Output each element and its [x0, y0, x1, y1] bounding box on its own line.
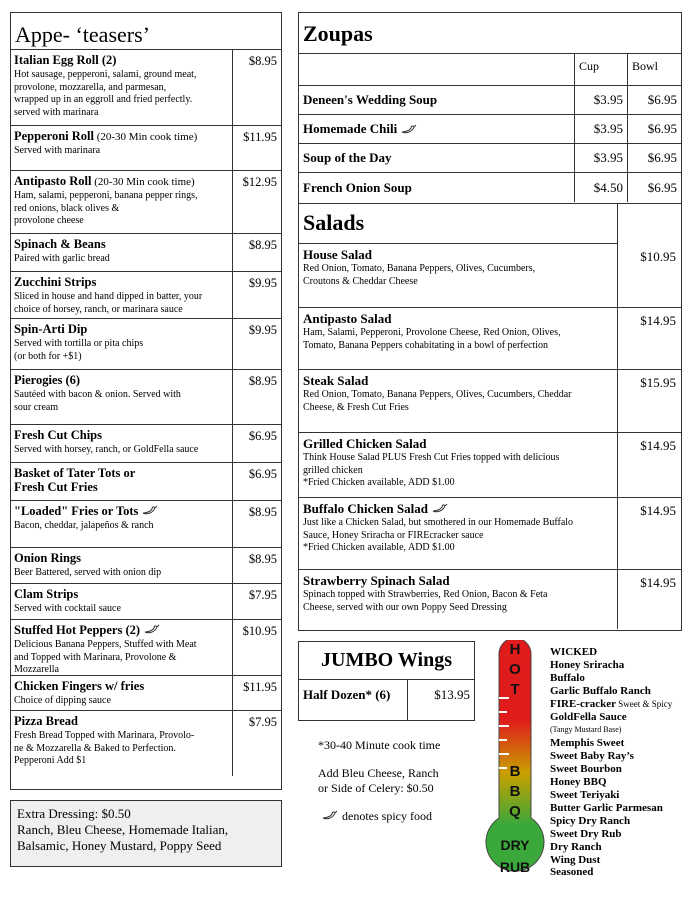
appetizer-item-desc: Beer Battered, served with onion dip — [14, 567, 162, 578]
wing-sauce-item — [550, 659, 672, 672]
wing-sauce-name: Honey Sriracha — [550, 658, 625, 671]
appetizer-name-text: Spinach & Beans — [14, 237, 106, 251]
extra-dressing-box — [10, 800, 282, 867]
soup-cup-price: $3.95 — [575, 86, 628, 114]
appetizers-list — [11, 50, 281, 776]
wing-sauce-name: Butter Garlic Parmesan — [550, 801, 663, 814]
wing-sauce-item — [550, 828, 672, 841]
salad-item-price: $15.95 — [640, 375, 676, 390]
appetizer-item-desc: Hot sausage, pepperoni, salami, ground meat, provolone, mozzarella, and parmesan, wrapped up in an eggroll and fried perfectly. served with marinara — [14, 69, 197, 118]
salad-item-name — [303, 437, 613, 451]
appetizer-item-price: $12.95 — [242, 175, 277, 189]
salad-item-info — [299, 308, 618, 369]
salad-name-text: Steak Salad — [303, 373, 369, 388]
wing-sauce-item — [550, 841, 672, 854]
appetizer-name-text: Clam Strips — [14, 587, 79, 601]
salad-name-text: House Salad — [303, 247, 372, 262]
extra-dressing-options-1: Ranch, Bleu Cheese, Homemade Italian, — [17, 822, 229, 837]
wing-sauce-item — [550, 750, 672, 763]
appetizer-item-info — [11, 501, 233, 547]
appetizer-item-price: $11.95 — [243, 130, 277, 144]
wing-sauce-name: Spicy Dry Ranch — [550, 814, 631, 827]
salads-list — [299, 244, 681, 629]
appetizer-item-info — [11, 50, 233, 125]
appetizer-item-price: $11.95 — [243, 680, 277, 694]
chili-pepper-icon — [400, 123, 418, 135]
appetizer-name-text: Chicken Fingers w/ fries — [14, 679, 145, 693]
chili-pepper-icon — [143, 623, 161, 635]
wing-sauce-note: Sweet & Spicy — [615, 698, 673, 709]
soup-item-name — [299, 144, 575, 172]
wings-cook-time-note: *30-40 Minute cook time — [318, 738, 441, 752]
soups-section — [298, 12, 682, 204]
bbq-letter: B — [509, 783, 521, 800]
soup-name-text: Deneen's Wedding Soup — [303, 92, 438, 107]
appetizer-item-desc: Served with horsey, ranch, or GoldFella sauce — [14, 444, 199, 455]
salad-item-info — [299, 570, 618, 629]
soup-item — [299, 86, 681, 115]
wing-sauce-name: Sweet Bourbon — [550, 763, 622, 776]
appetizer-item-desc: Choice of dipping sauce — [14, 695, 111, 706]
wing-sauce-item — [550, 646, 672, 659]
appetizer-item-info — [11, 370, 233, 424]
appetizer-item-desc: Served with marinara — [14, 145, 101, 156]
appetizer-item-info — [11, 463, 233, 500]
appetizer-item-name — [14, 587, 229, 602]
appetizer-item-name — [14, 322, 229, 337]
appetizer-item — [11, 272, 281, 319]
spicy-legend — [318, 809, 488, 824]
salad-item-price: $14.95 — [640, 575, 676, 590]
appetizer-item-info — [11, 711, 233, 776]
salads-section — [298, 204, 682, 631]
appetizer-item-desc: Ham, salami, pepperoni, banana pepper rings, red onions, black olives & provolone cheese — [14, 190, 198, 226]
soups-title: Zoupas — [299, 13, 681, 54]
appetizer-item-info — [11, 584, 233, 619]
appetizer-item-info — [11, 548, 233, 583]
appetizer-item-price: $8.95 — [248, 374, 277, 388]
hot-letter: H — [509, 641, 521, 658]
wing-sauce-name: Sweet Dry Rub — [550, 827, 622, 840]
appetizer-item — [11, 370, 281, 425]
wing-sauce-name: GoldFella Sauce — [550, 710, 627, 723]
wing-sauce-item — [550, 723, 672, 737]
salad-item-price: $10.95 — [640, 249, 676, 264]
soup-name-text: Soup of the Day — [303, 150, 392, 165]
salad-name-text: Grilled Chicken Salad — [303, 436, 427, 451]
salad-item-desc: Red Onion, Tomato, Banana Peppers, Olives, Cucumbers, Croutons & Cheddar Cheese — [303, 263, 536, 287]
wing-sauce-item — [550, 789, 672, 802]
appetizer-item — [11, 463, 281, 501]
wings-item-price: $13.95 — [434, 687, 470, 702]
salad-item-info — [299, 433, 618, 497]
appetizer-item-info — [11, 319, 233, 369]
wing-sauce-name: Seasoned — [550, 866, 594, 879]
salad-item-name — [303, 312, 613, 326]
appetizer-name-text: Pepperoni Roll — [14, 129, 94, 143]
wing-sauce-name: Wing Dust — [550, 853, 601, 866]
salad-item-info — [299, 370, 618, 432]
hot-letter: O — [509, 661, 521, 678]
appetizer-item-price: $9.95 — [248, 323, 277, 337]
appetizers-section — [10, 12, 282, 790]
appetizer-item-info — [11, 272, 233, 318]
wing-sauce-item — [550, 672, 672, 685]
salad-name-text: Buffalo Chicken Salad — [303, 501, 428, 516]
wing-sauce-item — [550, 776, 672, 789]
salad-item-price: $14.95 — [640, 313, 676, 328]
appetizer-item-price: $8.95 — [248, 238, 277, 252]
wing-sauce-name: Dry Ranch — [550, 840, 602, 853]
soup-bowl-price: $6.95 — [647, 179, 677, 195]
salad-item-desc: Ham, Salami, Pepperoni, Provolone Cheese, Red Onion, Olives, Tomato, Banana Peppers cohabitating in a bowl of perfection — [303, 327, 561, 351]
soup-cup-price: $3.95 — [575, 115, 628, 143]
appetizer-item — [11, 171, 281, 234]
appetizer-name-text: Pizza Bread — [14, 714, 78, 728]
soups-list — [299, 86, 681, 202]
salad-item — [299, 433, 681, 498]
appetizer-item-info — [11, 171, 233, 233]
salad-item-desc: Just like a Chicken Salad, but smothered in our Homemade Buffalo Sauce, Honey Sriracha or FIREcracker sauce *Fried Chicken available, ADD $1.00 — [303, 517, 574, 553]
wing-sauce-list — [550, 646, 672, 879]
appetizer-item-desc: Paired with garlic bread — [14, 253, 110, 264]
wing-sauce-name: Honey BBQ — [550, 776, 607, 789]
appetizer-item-name — [14, 551, 229, 566]
appetizer-item — [11, 584, 281, 620]
soup-name-text: French Onion Soup — [303, 179, 412, 195]
bbq-letter: B — [509, 763, 521, 780]
appetizer-item — [11, 620, 281, 676]
wing-sauce-item — [550, 854, 672, 867]
soup-cup-price: $3.95 — [575, 144, 628, 172]
salad-name-text: Antipasto Salad — [303, 311, 392, 326]
appetizer-item-price: $8.95 — [248, 54, 277, 68]
appetizers-title: Appe- ‘teasers’ — [11, 13, 281, 50]
soup-name-text: Homemade Chili — [303, 121, 398, 136]
wing-notes — [318, 738, 488, 837]
wing-sauce-name: Memphis Sweet — [550, 737, 625, 750]
appetizer-item — [11, 501, 281, 548]
wing-sauce-name: Garlic Buffalo Ranch — [550, 684, 651, 697]
appetizer-name-text: Pierogies (6) — [14, 373, 81, 387]
salad-item-name — [303, 374, 613, 388]
spicy-legend-text: denotes spicy food — [342, 809, 432, 823]
appetizer-item — [11, 711, 281, 776]
wings-row — [299, 680, 474, 721]
soup-item-name — [299, 115, 575, 143]
soup-item — [299, 144, 681, 173]
appetizer-item-name — [14, 53, 229, 68]
appetizer-item — [11, 319, 281, 370]
appetizer-name-text: Italian Egg Roll (2) — [14, 53, 117, 67]
appetizer-item-name — [14, 466, 229, 495]
wing-sauce-name: FIRE-cracker — [550, 697, 616, 710]
appetizer-name-text: Stuffed Hot Peppers (2) — [14, 623, 141, 637]
appetizer-item-price: $6.95 — [248, 429, 277, 443]
appetizer-item-name — [14, 714, 229, 729]
wing-sauce-note: (Tangy Mustard Base) — [550, 725, 622, 735]
appetizer-item-desc: Sliced in house and hand dipped in batter, your choice of horsey, ranch, or marinara sauce — [14, 291, 203, 315]
appetizer-item-info — [11, 676, 233, 710]
appetizer-name-text: Spin-Arti Dip — [14, 322, 88, 336]
extra-dressing-options-2: Balsamic, Honey Mustard, Poppy Seed — [17, 838, 222, 853]
salad-item — [299, 244, 681, 308]
soup-item-name — [299, 173, 575, 202]
appetizer-item-info — [11, 126, 233, 170]
appetizer-name-text: Zucchini Strips — [14, 275, 97, 289]
wings-title: JUMBO Wings — [299, 642, 474, 680]
bbq-letter: Q — [509, 803, 521, 820]
appetizer-item-price: $7.95 — [248, 715, 277, 729]
appetizer-item-desc: Served with cocktail sauce — [14, 603, 121, 614]
salad-item — [299, 570, 681, 629]
appetizer-item-price: $6.95 — [248, 467, 277, 481]
soups-header-blank — [299, 54, 575, 85]
appetizer-item-name — [14, 504, 229, 519]
salad-item-name — [303, 248, 613, 262]
appetizer-item-price: $8.95 — [248, 552, 277, 566]
appetizer-cook-note: (20-30 Min cook time) — [93, 131, 198, 143]
appetizer-item — [11, 234, 281, 272]
salad-item-price: $14.95 — [640, 503, 676, 518]
appetizer-item-name — [14, 275, 229, 290]
appetizer-item-name — [14, 129, 229, 144]
wing-sauce-item — [550, 685, 672, 698]
appetizer-item-price: $9.95 — [248, 276, 277, 290]
appetizer-item-name — [14, 174, 229, 189]
soups-col-cup: Cup — [575, 54, 628, 85]
wing-sauce-item — [550, 698, 672, 711]
salad-item — [299, 308, 681, 370]
appetizer-name-text: Fresh Cut Chips — [14, 428, 102, 442]
appetizer-item — [11, 548, 281, 584]
appetizer-item-info — [11, 234, 233, 271]
appetizer-item — [11, 676, 281, 711]
appetizer-item-name — [14, 373, 229, 388]
appetizer-item — [11, 126, 281, 171]
appetizer-item-name — [14, 623, 229, 638]
soups-col-bowl: Bowl — [632, 59, 659, 73]
appetizer-name-text: Basket of Tater Tots or Fresh Cut Fries — [14, 466, 136, 494]
salad-item-desc: Spinach topped with Strawberries, Red Onion, Bacon & Feta Cheese, served with our own Poppy Seed Dressing — [303, 589, 548, 613]
wings-section — [298, 641, 475, 721]
salad-item-name — [303, 502, 613, 516]
appetizer-item-name — [14, 237, 229, 252]
appetizer-item-name — [14, 679, 229, 694]
salad-item-info — [299, 244, 618, 307]
appetizer-item-desc: Delicious Banana Peppers, Stuffed with Meat and Topped with Marinara, Provolone & Mozzarella — [14, 639, 197, 675]
chili-pepper-icon — [431, 502, 449, 514]
appetizer-item-price: $10.95 — [242, 624, 277, 638]
salad-item-desc: Red Onion, Tomato, Banana Peppers, Olives, Cucumbers, Cheddar Cheese, & Fresh Cut Fries — [303, 389, 572, 413]
soup-item — [299, 173, 681, 202]
soup-item-name — [299, 86, 575, 114]
soup-cup-price: $4.50 — [575, 173, 628, 202]
salads-title: Salads — [299, 204, 618, 244]
salad-item-info — [299, 498, 618, 569]
wings-extras-note: Add Bleu Cheese, Ranch or Side of Celery: $0.50 — [318, 766, 439, 795]
appetizer-name-text: "Loaded" Fries or Tots — [14, 504, 139, 518]
appetizer-item-name — [14, 428, 229, 443]
appetizer-item-desc: Served with tortilla or pita chips (or both for +$1) — [14, 338, 144, 362]
salad-name-text: Strawberry Spinach Salad — [303, 573, 450, 588]
appetizer-item-info — [11, 620, 233, 675]
salad-item-name — [303, 574, 613, 588]
appetizer-item-price: $7.95 — [248, 588, 277, 602]
appetizer-name-text: Antipasto Roll — [14, 174, 92, 188]
wing-sauce-name: Sweet Teriyaki — [550, 788, 620, 801]
wing-sauce-name: Buffalo — [550, 671, 585, 684]
wing-sauce-item — [550, 815, 672, 828]
salad-item-price: $14.95 — [640, 438, 676, 453]
wing-sauce-item — [550, 802, 672, 815]
appetizer-cook-note: (20-30 Min cook time) — [91, 176, 195, 188]
appetizer-item — [11, 425, 281, 463]
wing-sauce-name: Sweet Baby Ray’s — [550, 750, 634, 763]
wing-sauce-name: WICKED — [550, 646, 598, 658]
soup-item — [299, 115, 681, 144]
soup-bowl-price: $6.95 — [647, 150, 677, 165]
appetizer-item-desc: Fresh Bread Topped with Marinara, Provolo- ne & Mozzarella & Baked to Perfection. Pepperoni Add $1 — [14, 730, 195, 766]
soup-bowl-price: $6.95 — [647, 121, 677, 136]
salad-item-desc: Think House Salad PLUS Fresh Cut Fries topped with delicious grilled chicken *Fried Chicken available, ADD $1.00 — [303, 452, 560, 488]
rub-label: RUB — [499, 859, 531, 875]
soups-header-row — [299, 54, 681, 86]
appetizer-item-desc: Sautéed with bacon & onion. Served with sour cream — [14, 389, 181, 413]
heat-thermometer-graphic — [485, 640, 545, 884]
appetizer-item — [11, 50, 281, 126]
wing-sauce-item — [550, 763, 672, 776]
salad-item — [299, 498, 681, 570]
hot-letter: T — [510, 681, 520, 698]
appetizer-item-price: $8.95 — [248, 505, 277, 519]
wings-item-name: Half Dozen* (6) — [299, 680, 408, 721]
chili-pepper-icon — [141, 504, 159, 516]
appetizer-name-text: Onion Rings — [14, 551, 82, 565]
wing-sauce-item — [550, 711, 672, 724]
appetizer-item-desc: Bacon, cheddar, jalapeños & ranch — [14, 520, 154, 531]
salad-item — [299, 370, 681, 433]
dry-label: DRY — [500, 837, 530, 853]
appetizer-item-info — [11, 425, 233, 462]
soup-bowl-price: $6.95 — [647, 92, 677, 107]
extra-dressing-price: Extra Dressing: $0.50 — [17, 806, 131, 821]
wing-sauce-item — [550, 737, 672, 750]
chili-pepper-icon — [321, 809, 339, 821]
wing-sauce-item — [550, 866, 672, 879]
